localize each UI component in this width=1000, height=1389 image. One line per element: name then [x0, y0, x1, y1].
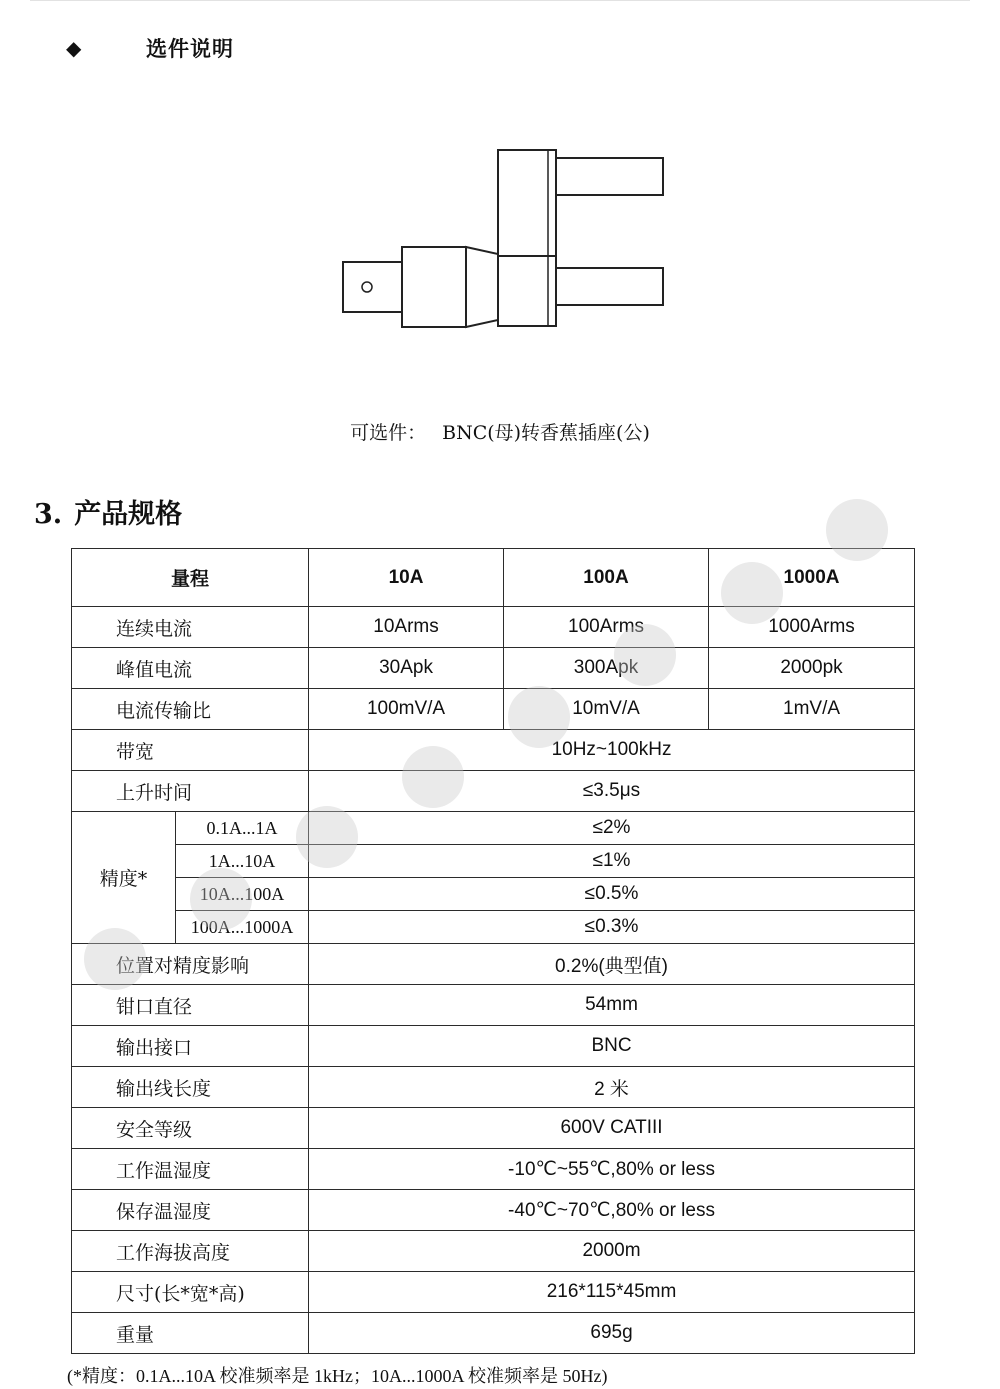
- banana-pin-upper: [556, 158, 663, 195]
- row-label: 安全等级: [72, 1108, 309, 1149]
- cell-value: ≤1%: [309, 845, 915, 878]
- cell-value: 2 米: [309, 1067, 915, 1108]
- footnote: (*精度：0.1A...10A 校准频率是 1kHz；10A...1000A 校准频率是 50Hz): [67, 1366, 608, 1386]
- cell-value: 10Hz~100kHz: [309, 730, 915, 771]
- watermark-dot: [84, 928, 146, 990]
- row-label: 工作温湿度: [72, 1149, 309, 1190]
- table-row: [72, 944, 915, 985]
- table-row: [72, 845, 915, 878]
- table-row: [72, 730, 915, 771]
- row-label: 保存温湿度: [72, 1190, 309, 1231]
- table-row: [72, 985, 915, 1026]
- banana-pin-lower: [556, 268, 663, 305]
- row-label: 重量: [72, 1313, 309, 1354]
- cell-value: 2000m: [309, 1231, 915, 1272]
- row-label: 带宽: [72, 730, 309, 771]
- cell-value: 600V CATIII: [309, 1108, 915, 1149]
- cell-value: ≤2%: [309, 812, 915, 845]
- table-row: [72, 812, 915, 845]
- row-label: 峰值电流: [72, 648, 309, 689]
- header-100a: 100A: [504, 549, 709, 607]
- watermark-dot: [296, 806, 358, 868]
- watermark-dot: [190, 868, 252, 930]
- cell-value: 2000pk: [709, 648, 915, 689]
- row-label: 位置对精度影响: [72, 944, 309, 985]
- chapter-number: 3.: [34, 499, 63, 530]
- accuracy-range: 100A...1000A: [176, 911, 309, 944]
- caption-text: BNC(母)转香蕉插座(公): [442, 422, 650, 444]
- accuracy-range: 1A...10A: [176, 845, 309, 878]
- bnc-banana-adapter-drawing: [330, 140, 680, 340]
- spec-header-row: [72, 549, 915, 607]
- watermark-dot: [508, 686, 570, 748]
- row-label: 输出接口: [72, 1026, 309, 1067]
- table-row: [72, 1026, 915, 1067]
- top-divider: [30, 0, 970, 1]
- adapter-sleeve: [466, 247, 498, 327]
- figure-caption: [0, 418, 1000, 445]
- cell-value: 54mm: [309, 985, 915, 1026]
- spec-table: [71, 548, 915, 1354]
- row-label: 钳口直径: [72, 985, 309, 1026]
- table-row: [72, 607, 915, 648]
- header-range: 量程: [72, 549, 309, 607]
- table-row: [72, 1149, 915, 1190]
- table-row: [72, 648, 915, 689]
- cell-value: ≤0.3%: [309, 911, 915, 944]
- section-title: 选件说明: [146, 36, 234, 61]
- watermark-dot: [721, 562, 783, 624]
- table-row: [72, 1231, 915, 1272]
- table-row: [72, 1272, 915, 1313]
- cell-value: ≤3.5μs: [309, 771, 915, 812]
- cell-value: 1mV/A: [709, 689, 915, 730]
- accuracy-range: 10A...100A: [176, 878, 309, 911]
- cell-value: 10mV/A: [504, 689, 709, 730]
- chapter-title: 产品规格: [74, 499, 183, 530]
- cell-value: -40℃~70℃,80% or less: [309, 1190, 915, 1231]
- caption-label: 可选件：: [350, 422, 427, 444]
- accuracy-label: 精度*: [72, 812, 176, 944]
- diamond-bullet-icon: ◆: [66, 36, 82, 60]
- table-row: [72, 689, 915, 730]
- watermark-dot: [614, 624, 676, 686]
- header-1000a: 1000A: [709, 549, 915, 607]
- table-row: [72, 771, 915, 812]
- header-10a: 10A: [309, 549, 504, 607]
- accuracy-range: 0.1A...1A: [176, 812, 309, 845]
- watermark-dot: [826, 499, 888, 561]
- cell-value: 10Arms: [309, 607, 504, 648]
- cell-value: ≤0.5%: [309, 878, 915, 911]
- adapter-nut: [402, 247, 466, 327]
- cell-value: 100mV/A: [309, 689, 504, 730]
- cell-value: -10℃~55℃,80% or less: [309, 1149, 915, 1190]
- table-row: [72, 1067, 915, 1108]
- table-row: [72, 1313, 915, 1354]
- row-label: 工作海拔高度: [72, 1231, 309, 1272]
- cell-value: 30Apk: [309, 648, 504, 689]
- table-row: [72, 1108, 915, 1149]
- row-label: 上升时间: [72, 771, 309, 812]
- row-label: 输出线长度: [72, 1067, 309, 1108]
- row-label: 尺寸(长*宽*高): [72, 1272, 309, 1313]
- watermark-dot: [402, 746, 464, 808]
- cell-value: BNC: [309, 1026, 915, 1067]
- chapter-heading: [34, 492, 182, 531]
- row-label: 连续电流: [72, 607, 309, 648]
- cell-value: 100Arms: [504, 607, 709, 648]
- adapter-tab-hole: [362, 282, 372, 292]
- cell-value: 1000Arms: [709, 607, 915, 648]
- section-header: [66, 30, 234, 66]
- cell-value: 216*115*45mm: [309, 1272, 915, 1313]
- table-row: [72, 1190, 915, 1231]
- cell-value: 695g: [309, 1313, 915, 1354]
- row-label: 电流传输比: [72, 689, 309, 730]
- cell-value: 0.2%(典型值): [309, 944, 915, 985]
- cell-value: 300Apk: [504, 648, 709, 689]
